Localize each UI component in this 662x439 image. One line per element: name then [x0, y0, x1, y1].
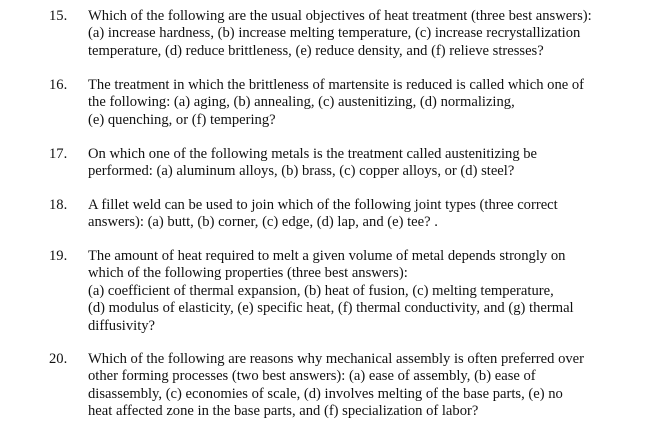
question-line: The treatment in which the brittleness of martensite is reduced is called which one of: [88, 77, 585, 93]
question-number: 19.: [49, 248, 68, 264]
question-line: Which of the following are the usual objectives of heat treatment (three best answers):: [88, 8, 592, 24]
question-line: Which of the following are reasons why mechanical assembly is often preferred over: [88, 351, 585, 367]
question-line: which of the following properties (three best answers):: [88, 265, 408, 282]
question-text: [88, 248, 654, 335]
question-line: The amount of heat required to melt a given volume of metal depends strongly on: [88, 248, 566, 264]
question-line: other forming processes (two best answers): (a) ease of assembly, (b) ease of: [88, 368, 536, 385]
question-line: (a) increase hardness, (b) increase melting temperature, (c) increase recrystallization: [88, 25, 581, 42]
question-number: 16.: [49, 77, 68, 93]
question-line: temperature, (d) reduce brittleness, (e) reduce density, and (f) relieve stresses?: [88, 42, 544, 59]
question-line: the following: (a) aging, (b) annealing, (c) austenitizing, (d) normalizing,: [88, 94, 515, 111]
question-line: answers): (a) butt, (b) corner, (c) edge, (d) lap, and (e) tee? .: [88, 214, 438, 231]
question-line: performed: (a) aluminum alloys, (b) brass, (c) copper alloys, or (d) steel?: [88, 163, 515, 180]
question-line: On which one of the following metals is the treatment called austenitizing be: [88, 146, 538, 162]
question-line: disassembly, (c) economies of scale, (d) involves melting of the base parts, (e) no: [88, 385, 563, 402]
question-text: [88, 77, 654, 129]
question-line: heat affected zone in the base parts, and (f) specialization of labor?: [88, 403, 479, 420]
question-line: diffusivity?: [88, 317, 156, 334]
question-line: (a) coefficient of thermal expansion, (b) heat of fusion, (c) melting temperature,: [88, 282, 554, 299]
question-line: (e) quenching, or (f) tempering?: [88, 111, 276, 128]
question-text: [88, 351, 654, 421]
question-number: 20.: [49, 351, 68, 367]
question-number: 18.: [49, 197, 68, 213]
question-text: [88, 197, 654, 232]
question-number: 17.: [49, 146, 68, 162]
question-number: 15.: [49, 8, 68, 24]
question-line: A fillet weld can be used to join which of the following joint types (three correct: [88, 197, 558, 213]
question-text: [88, 146, 654, 181]
question-line: (d) modulus of elasticity, (e) specific heat, (f) thermal conductivity, and (g) thermal: [88, 300, 574, 317]
question-text: [88, 8, 654, 60]
